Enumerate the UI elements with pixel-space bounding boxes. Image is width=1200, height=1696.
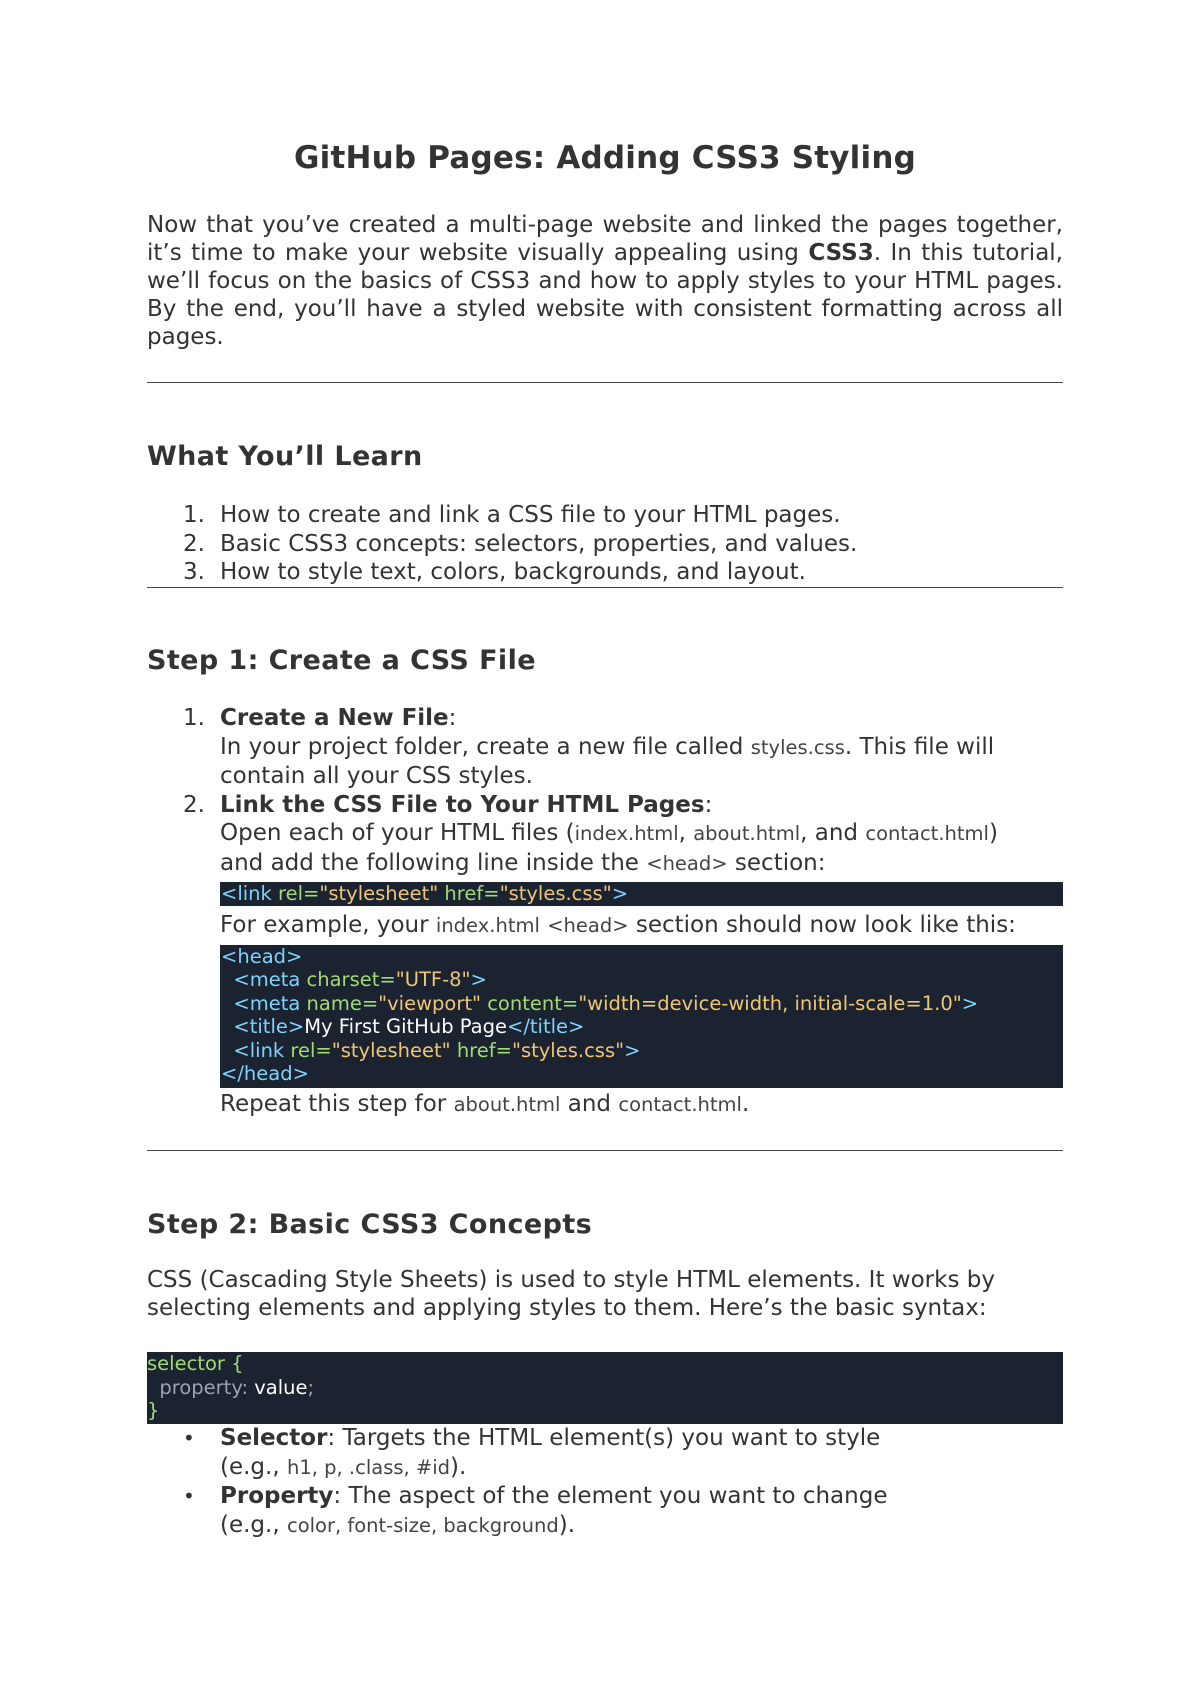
repeat-text: Repeat this step for about.html and contact.html.: [220, 1090, 750, 1117]
link-code-block: <link rel="stylesheet" href="styles.css">: [220, 882, 1063, 906]
step1-item2-text: Open each of your HTML files (index.html, about.html, and contact.html) and add the following line inside the <head> section:: [220, 820, 998, 876]
inline-code: styles.css: [750, 735, 845, 759]
css3-emphasis: CSS3: [808, 240, 874, 266]
list-item: 2. Basic CSS3 concepts: selectors, properties, and values.: [183, 530, 858, 557]
step1-list: [147, 704, 1063, 1119]
head-code-block: <head> <meta charset="UTF-8"> <meta name="viewport" content="width=device-width, initial-scale=1.0"> <title>My First GitHub Page</title> <link rel="stylesheet" href="styles.css"> </head>: [220, 945, 1063, 1088]
syntax-code-block: selector { property: value; }: [147, 1352, 1063, 1424]
step1-item1-title: Create a New File: [220, 705, 449, 731]
divider: [147, 382, 1063, 383]
step1-heading: Step 1: Create a CSS File: [147, 645, 536, 676]
step2-bullets: [147, 1424, 1063, 1540]
example-text: For example, your index.html <head> section should now look like this:: [220, 912, 1016, 938]
step1-item2-title: Link the CSS File to Your HTML Pages: [220, 791, 705, 818]
list-item: • Property: The aspect of the element you want to change (e.g., color, font-size, background).: [183, 1483, 888, 1538]
divider: [147, 1150, 1063, 1151]
learn-list: [147, 501, 1063, 587]
step2-heading: Step 2: Basic CSS3 Concepts: [147, 1209, 593, 1240]
list-item: 3. How to style text, colors, backgrounds, and layout.: [183, 559, 806, 585]
step1-item1-text: In your project folder, create a new file called styles.css. This file will contain all your CSS styles.: [220, 733, 995, 789]
list-item: 1. How to create and link a CSS file to your HTML pages.: [183, 502, 841, 528]
list-item: 2. Link the CSS File to Your HTML Pages: Open each of your HTML files (index.html, about.html, and contact.html) and add the following line inside the <head> section: <link rel="stylesheet" href="styles.css"> For example, your index.html <head> section should now look like this: <head> <meta charset="UTF-8"> <meta name="viewport" content="width=device-width, initial-scale=1.0"> <title>My First GitHub Page</title> <link rel="stylesheet" href="styles.css"> </head> Repeat this step for about.html and contact.html.: [147, 791, 1063, 1120]
list-item: • Selector: Targets the HTML element(s) you want to style (e.g., h1, p, .class, #id).: [183, 1425, 881, 1480]
learn-heading: What You’ll Learn: [147, 441, 423, 472]
list-item: 1. Create a New File: In your project folder, create a new file called styles.css. This file will contain all your CSS styles.: [147, 704, 1063, 791]
page-title: GitHub Pages: Adding CSS3 Styling: [293, 140, 916, 176]
intro-paragraph: Now that you’ve created a multi-page website and linked the pages together, it’s time to make your website visually appealing using CSS3. In this tutorial, we’ll focus on the basics of CSS3 and how to apply styles to your HTML pages. By the end, you’ll have a styled website with consistent formatting across all pages.: [147, 212, 1063, 350]
divider: [147, 587, 1063, 588]
step2-paragraph: CSS (Cascading Style Sheets) is used to style HTML elements. It works by selecting elements and applying styles to them. Here’s the basic syntax:: [147, 1267, 995, 1321]
